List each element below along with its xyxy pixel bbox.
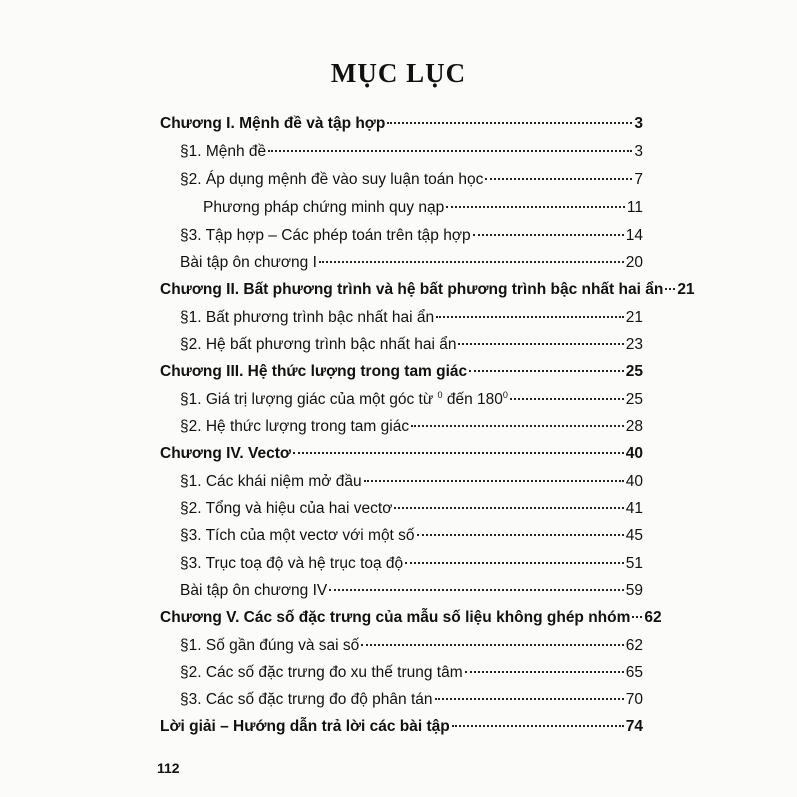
- dot-leader: [394, 507, 623, 509]
- toc-entry-page: 45: [625, 527, 643, 544]
- toc-entry-page: 25: [625, 391, 643, 408]
- toc-entry-text: §1. Mệnh đề: [180, 143, 267, 160]
- dot-leader: [435, 698, 624, 700]
- toc-entry-text: §2. Tổng và hiệu của hai vectơ: [180, 500, 393, 517]
- toc-entry-text: §3. Trục toạ độ và hệ trục toạ độ: [180, 555, 404, 572]
- toc-entry-text: Bài tập ôn chương I: [180, 254, 317, 271]
- toc-section: [180, 391, 643, 415]
- toc-entry-text: Chương I. Mệnh đề và tập hợp: [160, 115, 386, 132]
- toc-entry-text: Chương V. Các số đặc trưng của mẫu số liệu không ghép nhóm: [160, 609, 631, 626]
- toc-entry-page: 3: [634, 115, 643, 132]
- toc-entry-page: 74: [625, 718, 643, 735]
- toc-chapter-5: [160, 609, 662, 633]
- toc-text-part: đến 180: [442, 391, 503, 408]
- toc-section: [180, 143, 643, 167]
- toc-entry-page: 62: [625, 637, 643, 654]
- toc-section: [180, 309, 643, 333]
- toc-entry-text: Lời giải – Hướng dẫn trả lời các bài tập: [160, 718, 450, 735]
- toc-entry-text: §3. Tích của một vectơ với một số: [180, 527, 415, 544]
- toc-entry-text: Phương pháp chứng minh quy nạp: [203, 199, 445, 216]
- dot-leader: [268, 150, 632, 152]
- toc-entry-text: [180, 391, 508, 409]
- toc-entry-page: 23: [625, 336, 643, 353]
- toc-entry-text: Chương IV. Vectơ: [160, 445, 291, 462]
- dot-leader: [458, 343, 623, 345]
- toc-section: [180, 254, 643, 278]
- dot-leader: [329, 589, 624, 591]
- dot-leader: [485, 178, 632, 180]
- toc-entry-page: 70: [625, 691, 643, 708]
- toc-entry-page: 21: [677, 281, 695, 298]
- toc-entry-page: 28: [625, 418, 643, 435]
- toc-chapter-3: [160, 363, 643, 387]
- dot-leader: [665, 288, 675, 290]
- toc-section: [180, 527, 643, 551]
- dot-leader: [387, 122, 632, 124]
- toc-entry-page: 14: [625, 227, 643, 244]
- toc-entry-text: §1. Bất phương trình bậc nhất hai ẩn: [180, 309, 435, 326]
- dot-leader: [469, 370, 624, 372]
- toc-entry-text: §3. Tập hợp – Các phép toán trên tập hợp: [180, 227, 471, 244]
- toc-entry-page: 21: [625, 309, 643, 326]
- toc-entry-page: 40: [625, 473, 643, 490]
- dot-leader: [361, 644, 624, 646]
- toc-chapter-1: [160, 115, 643, 139]
- toc-entry-text: §2. Hệ bất phương trình bậc nhất hai ẩn: [180, 336, 457, 353]
- dot-leader: [364, 480, 624, 482]
- toc-section: [180, 582, 643, 606]
- toc-entry-page: 40: [625, 445, 643, 462]
- dot-leader: [465, 671, 624, 673]
- degree-superscript: 0: [437, 390, 443, 400]
- toc-entry-page: 11: [626, 199, 643, 216]
- toc-section: [180, 473, 643, 497]
- toc-entry-text: Bài tập ôn chương IV: [180, 582, 328, 599]
- toc-entry-page: 62: [644, 609, 662, 626]
- toc-entry-text: §1. Các khái niệm mở đầu: [180, 473, 362, 490]
- toc-entry-text: §2. Các số đặc trưng đo xu thế trung tâm: [180, 664, 463, 681]
- dot-leader: [452, 725, 624, 727]
- toc-entry-page: 7: [634, 171, 643, 188]
- toc-subsection: [203, 199, 643, 223]
- dot-leader: [405, 562, 624, 564]
- toc-section: [180, 171, 643, 195]
- toc-section: [180, 500, 643, 524]
- toc-entry-page: 65: [625, 664, 643, 681]
- toc-entry-page: 51: [625, 555, 643, 572]
- page-number: 112: [157, 760, 180, 776]
- degree-superscript: 0: [502, 390, 508, 400]
- toc-entry-page: 20: [625, 254, 643, 271]
- dot-leader: [293, 452, 624, 454]
- toc-chapter-2: [160, 281, 695, 305]
- dot-leader: [632, 616, 642, 618]
- toc-entry-text: Chương II. Bất phương trình và hệ bất phương trình bậc nhất hai ẩn: [160, 281, 664, 298]
- toc-section: [180, 227, 643, 251]
- toc-entry-page: 25: [625, 363, 643, 380]
- toc-entry-page: 3: [634, 143, 643, 160]
- page-title: MỤC LỤC: [330, 58, 467, 88]
- toc-section: [180, 691, 643, 715]
- toc-text-part: §1. Giá trị lượng giác của một góc từ: [180, 391, 438, 408]
- toc-entry-page: 59: [625, 582, 643, 599]
- dot-leader: [446, 206, 625, 208]
- toc-section: [180, 637, 643, 661]
- dot-leader: [417, 534, 624, 536]
- toc-section: [180, 418, 643, 442]
- toc-chapter-4: [160, 445, 643, 469]
- toc-answers: [160, 718, 643, 742]
- toc-entry-text: §2. Áp dụng mệnh đề vào suy luận toán học: [180, 171, 484, 188]
- toc-section: [180, 555, 643, 579]
- dot-leader: [473, 234, 624, 236]
- toc-entry-text: §2. Hệ thức lượng trong tam giác: [180, 418, 410, 435]
- toc-section: [180, 336, 643, 360]
- toc-entry-text: Chương III. Hệ thức lượng trong tam giác: [160, 363, 468, 380]
- dot-leader: [319, 261, 624, 263]
- dot-leader: [436, 316, 624, 318]
- toc-entry-text: §3. Các số đặc trưng đo độ phân tán: [180, 691, 433, 708]
- toc-section: [180, 664, 643, 688]
- toc-entry-text: §1. Số gần đúng và sai số: [180, 637, 360, 654]
- dot-leader: [510, 398, 624, 400]
- dot-leader: [411, 425, 624, 427]
- toc-entry-page: 41: [625, 500, 643, 517]
